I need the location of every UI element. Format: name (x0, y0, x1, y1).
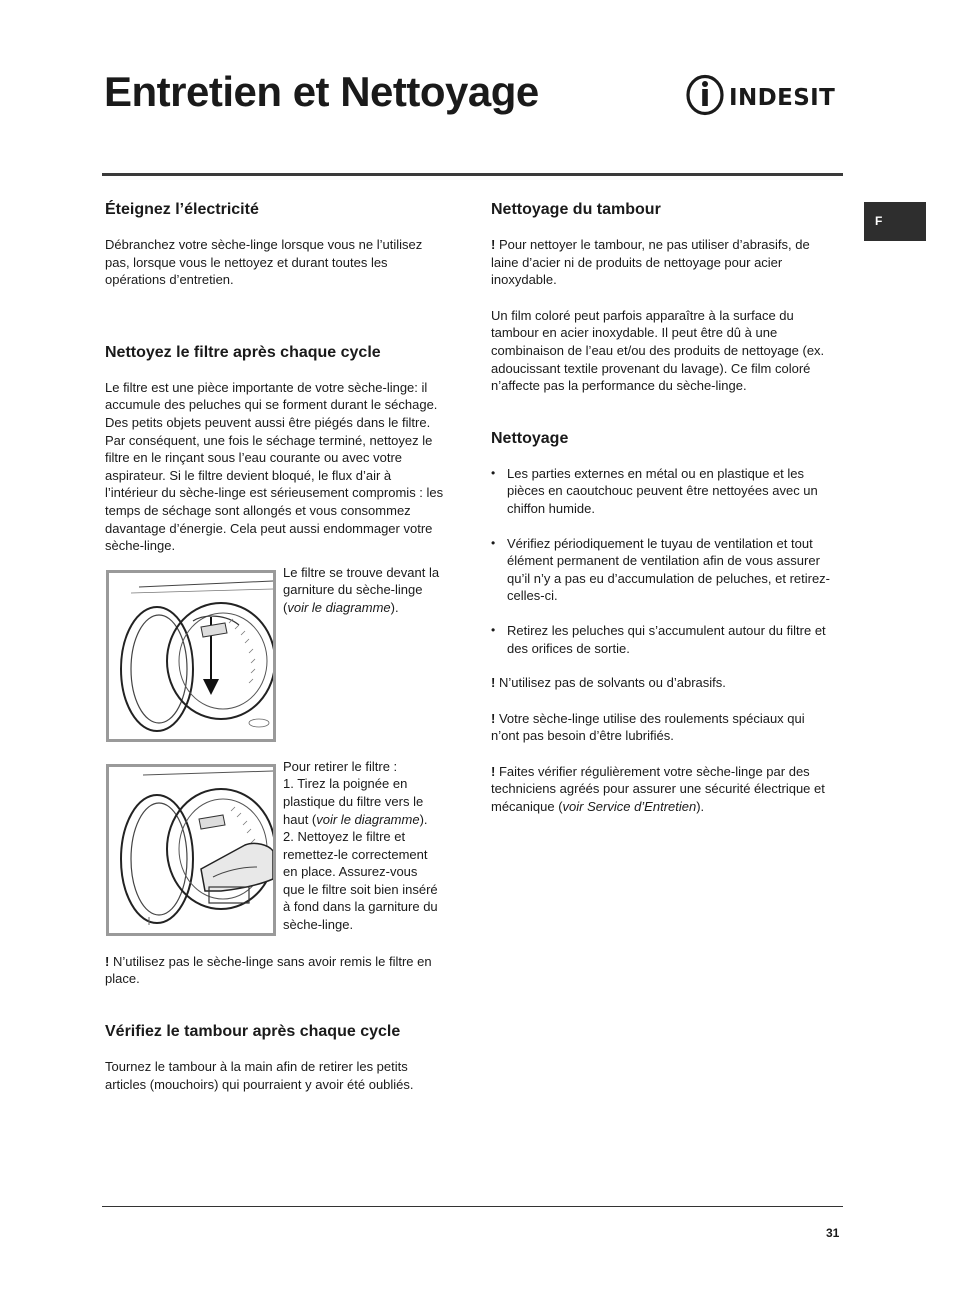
list-item: • Vérifiez périodiquement le tuyau de ventilation et tout élément permanent de ventilation afin de vous assurer qu’il n’y a pas eu d’accumulation de peluches, et retirez-celles-ci. (491, 535, 831, 605)
heading-filter: Nettoyez le filtre après chaque cycle (105, 343, 381, 361)
page-number: 31 (826, 1226, 840, 1240)
heading-drum-cleaning: Nettoyage du tambour (491, 201, 661, 218)
warning-filter: ! N’utilisez pas le sèche-linge sans avoir remis le filtre en place. (105, 953, 432, 987)
text-drum-check: Tournez le tambour à la main afin de retirer les petits articles (mouchoirs) qui pourraient y avoir été oubliés. (105, 1058, 414, 1092)
warning-bearings: ! Votre sèche-linge utilise des roulements spéciaux qui n’ont pas besoin d’être lubrifiés. (491, 710, 805, 744)
page-title: Entretien et Nettoyage (104, 68, 539, 115)
list-item: • Retirez les peluches qui s’accumulent autour du filtre et des orifices de sortie. (491, 622, 831, 657)
brand-wordmark: INDESIT (729, 85, 836, 111)
cleaning-list (491, 465, 831, 657)
figure-filter-removal (105, 758, 445, 936)
figure-filter-removal-caption: Pour retirer le filtre : 1. Tirez la poignée en plastique du filtre vers le haut (voir le diagramme). 2. Nettoyez le filtre et remettez-le correctement en place. Assurez-vous que le filtre soit bien inséré à fond dans la garniture du sèche-linge. (283, 758, 438, 933)
heading-cleaning: Nettoyage (491, 429, 569, 447)
left-column (105, 200, 445, 1093)
text-filter: Le filtre est une pièce importante de votre sèche-linge: il accumule des peluches qui se forment durant le séchage. Des petits objets peuvent aussi être piégés dans le filtre. Par conséquent, une fois le séchage terminé, nettoyez le filtre en le rinçant sous l’eau courante ou avec votre aspirateur. Si le filtre devient bloqué, le flux d’air à l’intérieur du sèche-linge est sérieusement compromis : les temps de séchage sont allongés et vous consommez davantage d’énergie. Cela peut aussi endommager votre sèche-linge. (105, 379, 444, 554)
indesit-logo-icon (685, 74, 845, 120)
service-reference: voir Service d’Entretien (562, 799, 697, 815)
list-item: • Les parties externes en métal ou en plastique et les pièces en caoutchouc peuvent être nettoyées avec un chiffon humide. (491, 465, 831, 518)
text-electricity: Débranchez votre sèche-linge lorsque vous ne l’utilisez pas, lorsque vous le nettoyez et durant toutes les opérations d’entretien. (105, 237, 423, 288)
figure-filter-location (105, 564, 445, 742)
heading-electricity: Éteignez l’électricité (105, 201, 259, 218)
warning-service: ! Faites vérifier régulièrement votre sèche-linge par des techniciens agréés pour assurer une sécurité électrique et mécanique (voir Service d’Entretien). (491, 763, 825, 815)
diagram-reference-1: voir le diagramme (287, 599, 391, 615)
text-drum-film: Un film coloré peut parfois apparaître à la surface du tambour en acier inoxydable. Il peut être dû à une combinaison de l’eau et/ou des produits de nettoyage (ex. adoucissant textile provenant du lavage). Ce film coloré n’affecte pas la performance du sèche-linge. (491, 307, 825, 394)
warning-solvents: ! N’utilisez pas de solvants ou d’abrasifs. (491, 675, 726, 691)
footer-rule (102, 1206, 843, 1207)
figure-filter-location-caption: Le filtre se trouve devant la garniture du sèche-linge (voir le diagramme). (283, 564, 440, 615)
right-column (491, 200, 831, 816)
warning-drum-cleaning: ! Pour nettoyer le tambour, ne pas utiliser d’abrasifs, de laine d’acier ni de produits de nettoyage pour acier inoxydable. (491, 237, 810, 288)
diagram-filter-removal (106, 764, 276, 936)
language-tab: F (864, 202, 926, 241)
diagram-reference-2: voir le diagramme (316, 811, 420, 827)
brand-logo (685, 74, 845, 120)
diagram-filter-location (106, 570, 276, 742)
dryer-door-arrow-icon (109, 573, 273, 739)
dryer-filter-removal-icon (109, 767, 273, 933)
header-rule (102, 173, 843, 176)
heading-drum-check: Vérifiez le tambour après chaque cycle (105, 1022, 401, 1040)
